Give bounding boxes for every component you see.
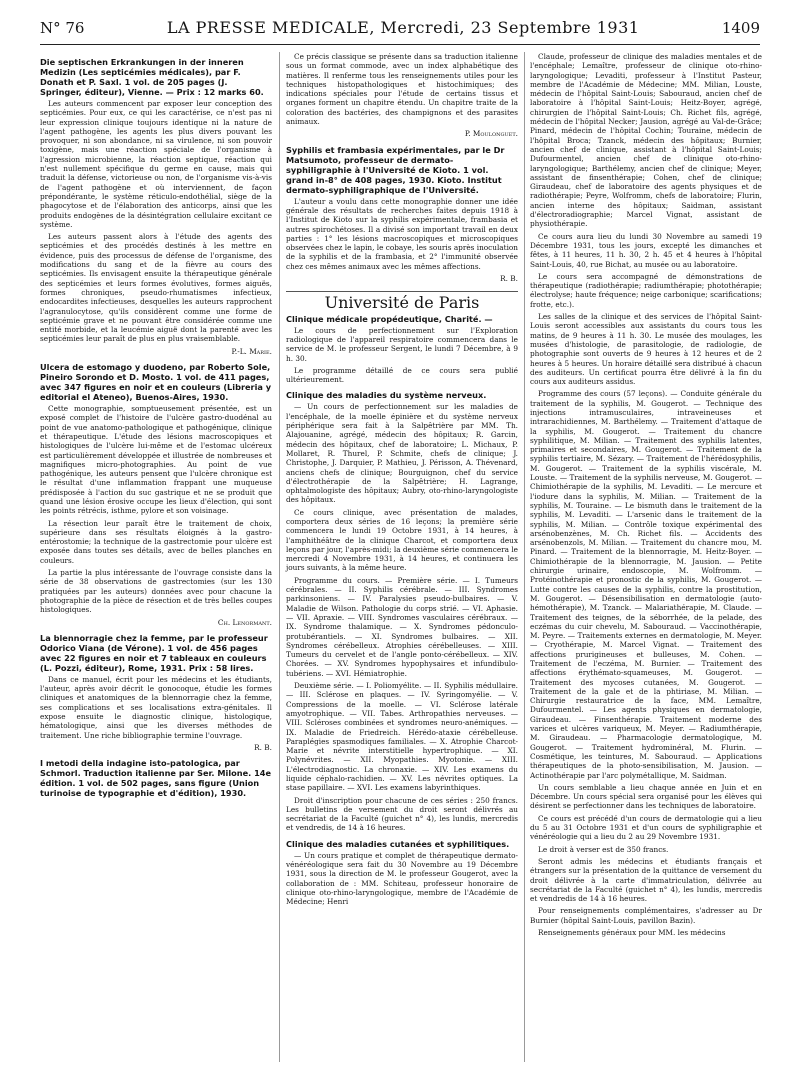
- column-divider: [279, 52, 280, 1062]
- notice-paragraph: — Un cours de perfectionnement sur les maladies de l'encéphale, de la moelle épinière et du système nerveux périphérique sera fait à la Salpêtrière par MM. Th. Alajouanine, agrégé, médecin des hôpitaux; R. Garcin, médecin des hôpitaux, chef de laboratoire; L. Michaux, P. Mollaret, R. Thurel, P. Schmite, chefs de clinique; J. Christophe, J. Darquier, P. Mathieu, J. Périsson, A. Thévenard, anciens chefs de clinique; Bourguignon, chef du service d'électrothérapie de la Salpêtrière; H. Lagrange, ophtalmologiste des hôpitaux; Aubry, oto-rhino-laryngologiste des hôpitaux.: [286, 402, 518, 505]
- review-paragraph: Cette monographie, somptueusement présentée, est un exposé complet de l'histoire de l'ulcère gastro-duodénal au point de vue anatomo-pathologique et pathogénique, clinique et thérapeutique. L'étude des lésions macroscopiques et histologiques de l'ulcère lui-même et de l'estomac ulcéreux est particulièrement développée et illustrée de nombreuses et magnifiques micro-photographies. Au point de vue pathogénique, les auteurs pensent que l'ulcère chronique est le résultat d'une inflammation frappant une muqueuse prédisposée à l'action du suc gastrique et ne se produit que quand une lésion érosive occupe les lieux d'élection, qui sont les points rétrécis, isthme, pylore et son voisinage.: [40, 404, 272, 516]
- review-article: [40, 57, 272, 356]
- page-number: 1409: [721, 19, 760, 37]
- review-article: [40, 633, 272, 752]
- review-signature: P. Moulonguet.: [464, 129, 518, 139]
- notice-paragraph: Programme du cours. — Première série. — I. Tumeurs cérébrales. — II. Syphilis cérébrale. — III. Syndromes parkinsoniens. — IV. Paralysies pseudo-bulbaires. — V. Maladie de Wilson. Pathologie du corps strié. — VI. Aphasie. — VII. Apraxie. — VIII. Syndromes vasculaires cérébraux. — IX. Syndrome thalamique. — X. Syndromes pédonculo-protubérantiels. — XI. Syndromes bulbaires. — XII. Syndromes cérébelleux. Atrophies cérébelleuses. — XIII. Tumeurs du cervelet et de l'angle ponto-cérébelleux. — XIV. Chorées. — XV. Syndromes hypophysaires et infundibulo-tubériens. — XVI. Hémiatrophie.: [286, 575, 518, 678]
- notice-paragraph: Le cours de perfectionnement sur l'Exploration radiologique de l'appareil respiratoire commencera dans le service de M. le professeur Sergent, le lundi 7 Décembre, à 9 h. 30.: [286, 325, 518, 363]
- notice-paragraph: Ce cours aura lieu du lundi 30 Novembre au samedi 19 Décembre 1931, tous les jours, excepté les dimanches et fêtes, à 11 heures, 11 h. 30, 2 h. 45 et 4 heures à l'hôpital Saint-Louis, 40, rue Bichat, au musée ou au laboratoire.: [530, 231, 762, 269]
- notice-paragraph: Claude, professeur de clinique des maladies mentales et de l'encéphale; Lemaître, professeur de clinique oto-rhino-laryngologique; Levaditi, professeur à l'Institut Pasteur, membre de l'Académie de Médecine; MM. Milian, Louste, médecin de l'hôpital Saint-Louis; Sabouraud, ancien chef de laboratoire à l'hôpital Saint-Louis; Heitz-Boyer, agrégé, chirurgien de l'hôpital Saint-Louis; Ch. Richet fils, agrégé, médecin de l'hôpital Necker; Jausion, agrégé au Val-de-Grâce; Pinard, médecin de l'hôpital Cochin; Touraine, médecin de l'hôpital Broca; Tzanck, médecin des hôpitaux; Burnier, ancien chef de clinique, assistant à l'hôpital Saint-Louis; Dufourmentel, ancien chef de clinique oto-rhino-laryngologique; Barthélemy, ancien chef de clinique; Meyer, assistant de finsenthérapie; Cohen, chef de clinique; Giraudeau, chef de laboratoire des agents physiques et de radiothérapie; Peyre, Wolfromm, chefs de laboratoire; Flurin, ancien interne des hôpitaux; Saidman, assistant d'électroradiographie; Marcel Vignat, assistant de physiothérapie.: [530, 52, 762, 229]
- notice-paragraph: Le programme détaillé de ce cours sera publié ultérieurement.: [286, 365, 518, 385]
- notice-heading: Clinique des maladies cutanées et syphilitiques.: [286, 838, 510, 849]
- notice-paragraph: Seront admis les médecins et étudiants français et étrangers sur la présentation de la quittance de versement du droit délivrée à la carte d'immatriculation, délivrée au secrétariat de la Faculté (guichet n° 4), les lundis, mercredis et vendredis de 14 à 16 heures.: [530, 856, 762, 904]
- column-3: [530, 52, 762, 940]
- notice-heading: Clinique des maladies du système nerveux.: [286, 390, 487, 401]
- review-signature: R. B.: [254, 742, 272, 752]
- review-paragraph: Les auteurs passent alors à l'étude des agents des septicémies et des procédés destinés à les mettre en évidence, puis des processus de défense de l'organisme, des modifications du sang et de la fièvre au cours des septicémies. Ils envisagent ensuite la thérapeutique générale des septicémies et leurs formes évolutives, formes aiguës, formes chroniques, pseudo-rhumatismes infectieux, endocardites infectieuses, desquelles les auteurs rapprochent l'agranulocytose, qu'ils considèrent comme une forme de septicémie grave et ne pouvant être considérée comme une entité morbide, et la leucémie aiguë dont la parenté avec les septicémies leur paraît de plus en plus vraisemblable.: [40, 232, 272, 344]
- review-heading: I metodi della indagine isto-patologica, par Schmorl. Traduction italienne par Ser. Milone. 14e édition. 1 vol. de 502 pages, sans figure (Union turinoise de typographie et d'édition), 1930.: [40, 758, 272, 799]
- review-paragraph: Dans ce manuel, écrit pour les médecins et les étudiants, l'auteur, après avoir décrit le gonocoque, étudie les formes cliniques et anatomiques de la blennorragie chez la femme, ses complications et ses localisations extra-génitales. Il expose ensuite le diagnostic clinique, histologique, hématologique, ainsi que les diverses méthodes de traitement. Une riche bibliographie termine l'ouvrage.: [40, 674, 272, 740]
- review-signature: P.-L. Marie.: [231, 346, 272, 356]
- issue-number: N° 76: [40, 19, 85, 37]
- column-1: [40, 52, 272, 804]
- review-paragraph: Les auteurs commencent par exposer leur conception des septicémies. Pour eux, ce qui les caractérise, ce n'est pas ni leur expression clinique toujours identique ni la nature de l'agent pathogène, les agents les plus divers pouvant les provoquer, ni son abondance, ni sa virulence, ni son pouvoir toxigène, mais une réaction spéciale de l'organisme à l'agression microbienne, la réaction septique, réaction qui n'est nullement spécifique du germe en cause, mais qui traduit la défense, victorieuse ou non, de l'organisme vis-à-vis de l'agent pathogène et où interviennent, de façon prépondérante, le système réticulo-endothélial, siège de la phagocytose et de l'élaboration des anticorps, ainsi que les produits endogènes de la désintégration cellulaire excitant ce système.: [40, 99, 272, 229]
- review-heading: Ulcera de estomago y duodeno, par Roberto Sole, Pineiro Sorondo et D. Mosto. 1 vol. de 411 pages, avec 347 figures en noir et en couleurs (Libreria y editorial el Ateneo), Buenos-Aires, 1930.: [40, 362, 272, 403]
- review-paragraph: La partie la plus intéressante de l'ouvrage consiste dans la série de 38 observations de gastrectomies (sur les 130 pratiquées par les auteurs) données avec pour chacune la photographie de la pièce de résection et de très belles coupes histologiques.: [40, 568, 272, 615]
- notice-paragraph: Un cours semblable a lieu chaque année en Juin et en Décembre. Un cours spécial sera organisé pour les élèves qui désirent se perfectionner dans les techniques de laboratoire.: [530, 782, 762, 811]
- notice-paragraph: Le droit à verser est de 350 francs.: [538, 844, 669, 854]
- review-heading: Syphilis et frambasia expérimentales, par le Dr Matsumoto, professeur de dermato-syphiligraphie à l'Université de Kioto. 1 vol. grand in-8° de 408 pages, 1930. Kioto. Institut dermato-syphiligraphique de l'Université.: [286, 144, 505, 195]
- review-paragraph: L'auteur a voulu dans cette monographie donner une idée générale des résultats de recherches faites depuis 1918 à l'Institut de Kioto sur la syphilis expérimentale, frambasia et autres spirochétoses. Il a divisé son important travail en deux parties : 1° les lésions macroscopiques et microscopiques observées chez le lapin, le cobaye, les souris après inoculation de la syphilis et de la frambasia, et 2° l'immunité observée chez ces mêmes animaux avec les mêmes affections.: [286, 196, 518, 271]
- notice-heading: Clinique médicale propédeutique, Charité. —: [286, 313, 493, 324]
- page-header: [40, 18, 760, 45]
- notice-paragraph: Renseignements généraux pour MM. les médecins: [538, 928, 726, 938]
- column-divider: [524, 52, 525, 1062]
- review-heading: La blennorragie chez la femme, par le professeur Odorico Viana (de Vérone). 1 vol. de 456 pages avec 22 figures en noir et 7 tableaux en couleurs (L. Pozzi, éditeur), Rome, 1931. Prix : 58 lires.: [40, 632, 268, 673]
- notice-paragraph: Droit d'inscription pour chacune de ces séries : 250 francs. Les bulletins de versement du droit seront délivrés au secrétariat de la Faculté (guichet n° 4), les lundis, mercredis et vendredis, de 14 à 16 heures.: [286, 795, 518, 833]
- review-paragraph: Ce précis classique se présente dans sa traduction italienne sous un format commode, avec un index alphabétique des matières. Il renferme tous les renseignements utiles pour les techniques histopathologiques et histochimiques; des indications spéciales pour l'étude de certains tissus et organes forment un chapitre étendu. Un chapitre traite de la coloration des bactéries, des champignons et des parasites animaux.: [286, 52, 518, 127]
- section-title: Université de Paris: [286, 291, 518, 307]
- review-article: [40, 758, 272, 798]
- review-paragraph: La résection leur paraît être le traitement de choix, supérieure dans ses résultats éloignés à la gastro-entérostomie; la technique de la gastrectomie pour ulcère est exposée dans toutes ses détails, avec de belles planches en couleurs.: [40, 518, 272, 565]
- review-article: [40, 362, 272, 627]
- notice-paragraph: — Un cours pratique et complet de thérapeutique dermato-vénéréologique sera fait du 30 Novembre au 19 Décembre 1931, sous la direction de M. le professeur Gougerot, avec la collaboration de : MM. Schiteau, professeur honoraire de clinique oto-rhino-laryngologique, membre de l'Académie de Médecine; Henri: [286, 850, 518, 907]
- review-article: [286, 145, 518, 284]
- notice: [286, 314, 518, 385]
- column-2: [286, 52, 518, 913]
- notice: [286, 839, 518, 907]
- notice-paragraph: Le cours sera accompagné de démonstrations de thérapeutique (radiothérapie; radiumthérapie; photothérapie; électrolyse; haute fréquence; neige carbonique; scarifications; frotte, etc.).: [530, 271, 762, 309]
- review-signature: R. B.: [500, 274, 518, 284]
- journal-title: LA PRESSE MEDICALE, Mercredi, 23 Septembre 1931: [166, 18, 640, 37]
- notice: [286, 390, 518, 832]
- notice-paragraph: Pour renseignements complémentaires, s'adresser au Dr Burnier (hôpital Saint-Louis, pavillon Bazin).: [530, 906, 762, 925]
- review-heading: Die septischen Erkrankungen in der inneren Medizin (Les septicémies médicales), par F. Donath et P. Saxl. 1 vol. de 205 pages (J. Springer, éditeur), Vienne. — Prix : 12 marks 60.: [40, 57, 264, 97]
- review-signature: Ch. Lenormant.: [217, 617, 272, 627]
- notice-paragraph: Programme des cours (57 leçons). — Conduite générale du traitement de la syphilis, M. Gougerot. — Technique des injections intramusculaires, intraveineuses et intrarachidiennes, M. Barthélemy. — Traitement d'attaque de la syphilis, M. Gougerot. — Traitement du chancre syphilitique, M. Milian. — Traitement des syphilis latentes, primaires et secondaires, M. Gougerot. — Traitement de la syphilis tertiaire, M. Sézary. — Traitement de l'hérédosyphilis, M. Gougerot. — Traitement de la syphilis viscérale, M. Louste. — Traitement de la syphilis nerveuse, M. Gougerot. — Chimiothérapie de la syphilis, M. Levaditi. — Le mercure et l'iodure dans la syphilis, M. Milian. — Traitement de la syphilis, M. Touraine. — Le bismuth dans le traitement de la syphilis, M. Levaditi. — L'arsenic dans le traitement de la syphilis, M. Milian. — Contrôle toxique expérimental des arsénobenzènes, M. Ch. Richet fils. — Accidents des arsénobenzols, M. Milian. — Traitement du chancre mou, M. Pinard. — Traitement de la blennorragie, M. Heitz-Boyer. — Chimiothérapie de la blennorragie, M. Jausion. — Petite chirurgie urinaire, endoscopie, M. Wolfromm. — Protéinothérapie et pronostic de la syphilis, M. Gougerot. — Lutte contre les causes de la syphilis, contre la prostitution, M. Gougerot. — Désensibilisation en dermatologie (auto-hémothérapie), M. Tzanck. — Malariathérapie, M. Claude. — Traitement des teignes, de la séborrhée, de la pelade, des eczémas du cuir chevelu, M. Sabouraud. — Vaccinothérapie, M. Peyre. — Traitements externes en dermatologie, M. Meyer. — Cryothérapie, M. Marcel Vignat. — Traitement des affections prurigineuses et bulleuses, M. Cohen. — Traitement de l'eczéma, M. Burnier. — Traitement des affections érythémato-squameuses, M. Gougerot. — Traitement des mycoses cutanées, M. Gougerot. — Traitement de la gale et de la phtiriase, M. Milian. — Chirurgie restauratrice de la face, MM. Lemaître, Dufourmentel. — Les agents physiques en dermatologie, Giraudeau. — Finsenthérapie. Traitement moderne des varices et ulcères variqueux, M. Meyer. — Radiumthérapie, M. Giraudeau. — Pharmacologie dermatologique, M. Gougerot. — Traitement hydrominéral, M. Flurin. — Cosmétique, les teintures, M. Sabouraud. — Applications thérapeutiques de la photo-sensibilisation, M. Jausion. — Actinothérapie par l'arc polymétallique, M. Saidman.: [530, 389, 762, 780]
- notice-paragraph: Ce cours est précédé d'un cours de dermatologie qui a lieu du 5 au 31 Octobre 1931 et d'un cours de syphiligraphie et vénéréologie qui a lieu du 2 au 29 Novembre 1931.: [530, 813, 762, 842]
- notice-paragraph: Deuxième série. — I. Poliomyélite. — II. Syphilis médullaire. — III. Sclérose en plaques. — IV. Syringomyélie. — V. Compressions de la moelle. — VI. Sclérose latérale amyotrophique. — VII. Tabes. Arthropathies nerveuses. — VIII. Scléroses combinées et syndromes neuro-anémiques. — IX. Maladie de Friedreich. Hérédo-ataxie cérébelleuse. Paraplégies spasmodiques familiales. — X. Atrophie Charcot-Marie et névrite interstitielle hypertrophique. — XI. Polynévrites. — XII. Myopathies. Myotonie. — XIII. L'électrodiagnostic. La chronaxie. — XIV. Les examens du liquide céphalo-rachidien. — XV. Les névrites optiques. La stase papillaire. — XVI. Les examens labyrinthiques.: [286, 681, 518, 793]
- notice-paragraph: Les salles de la clinique et des services de l'hôpital Saint-Louis seront accessibles aux assistants du cours tous les matins, de 9 heures à 11 h. 30. Le musée des moulages, les musées d'histologie, de parasitologie, de radiologie, de photographie sont ouverts de 9 heures à 12 heures et de 2 heures à 5 heures. Un horaire détaillé sera distribué à chacun des auditeurs. Un certificat pourra être délivré à la fin du cours aux auditeurs assidus.: [530, 312, 762, 387]
- notice-paragraph: Ce cours clinique, avec présentation de malades, comportera deux séries de 16 leçons; la première série commencera le lundi 19 Octobre 1931, à 14 heures, à l'amphithéâtre de la clinique Charcot, et comportera deux leçons par jour, l'après-midi; la deuxième série commencera le mercredi 4 Novembre 1931, à 14 heures, et continuera les jours suivants, à la même heure.: [286, 507, 518, 573]
